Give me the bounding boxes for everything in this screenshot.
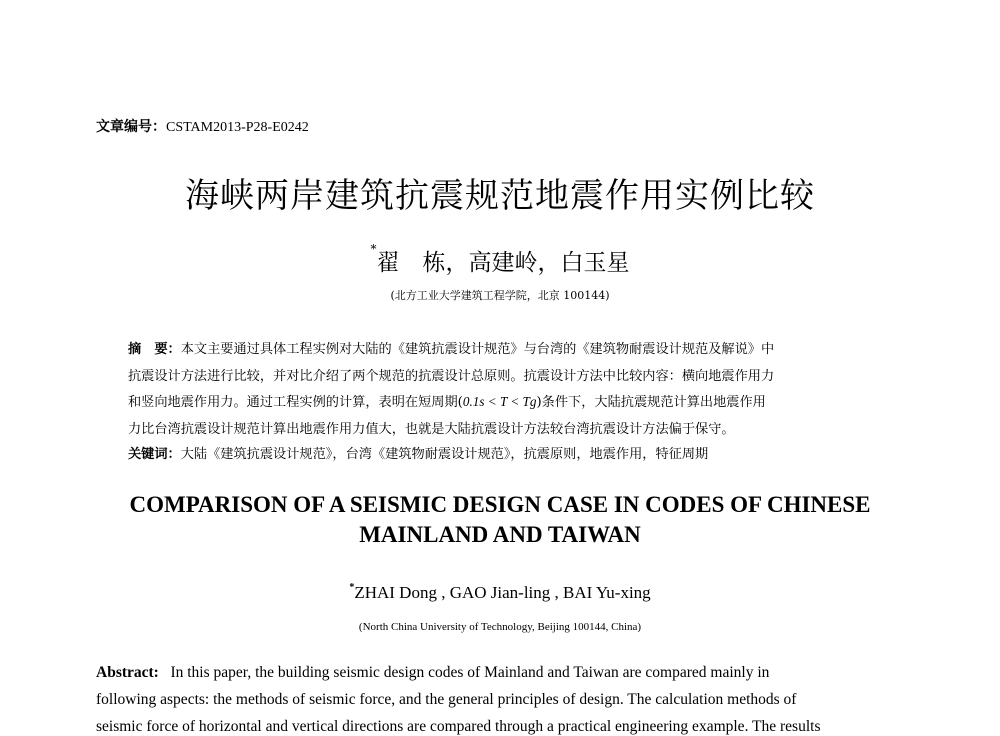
english-abstract-line: following aspects: the methods of seismic force, and the general principles of design. The calculation methods of xyxy=(96,691,797,708)
english-abstract-label: Abstract: xyxy=(96,664,159,681)
chinese-abstract-line xyxy=(128,391,766,410)
chinese-author-names: 翟 栋，高建岭，白玉星 xyxy=(376,250,630,276)
english-abstract-line xyxy=(96,664,908,682)
english-title-line: COMPARISON OF A SEISMIC DESIGN CASE IN CODES OF CHINESE xyxy=(129,492,871,517)
article-number-value: CSTAM2013-P28-E0242 xyxy=(166,120,309,135)
chinese-affiliation: (北方工业大学建筑工程学院，北京 100144) xyxy=(390,289,610,302)
chinese-abstract-text: 和竖向地震作用力。通过工程实例的计算，表明在短周期( xyxy=(128,395,463,410)
english-title xyxy=(0,490,1000,550)
article-number xyxy=(96,116,309,136)
chinese-abstract-label: 摘 要： xyxy=(128,342,181,357)
chinese-authors xyxy=(0,244,1000,277)
chinese-keywords-text: 大陆《建筑抗震设计规范》，台湾《建筑物耐震设计规范》，抗震原则，地震作用，特征周期 xyxy=(180,447,709,462)
chinese-corresponding-mark: * xyxy=(370,242,377,256)
chinese-abstract-line xyxy=(128,338,774,357)
english-authors xyxy=(0,583,1000,603)
chinese-abstract-text: 本文主要通过具体工程实例对大陆的《建筑抗震设计规范》与台湾的《建筑物耐震设计规范及解说》中 xyxy=(180,342,775,357)
english-title-line: MAINLAND AND TAIWAN xyxy=(359,522,641,547)
english-author-names: ZHAI Dong , GAO Jian-ling , BAI Yu-xing xyxy=(354,583,651,602)
chinese-keywords-label: 关键词： xyxy=(128,447,181,462)
article-number-label: 文章编号： xyxy=(96,119,166,135)
period-condition: 0.1s < T < Tg xyxy=(462,394,537,409)
english-abstract-line: seismic force of horizontal and vertical directions are compared through a practical engineering example. The results xyxy=(96,718,821,735)
english-affiliation: (North China University of Technology, Beijing 100144, China) xyxy=(358,621,642,633)
chinese-keywords xyxy=(128,443,708,462)
chinese-abstract-text: )条件下，大陆抗震规范计算出地震作用 xyxy=(536,395,766,410)
english-corresponding-mark: * xyxy=(349,582,355,593)
english-abstract-text: In this paper, the building seismic design codes of Mainland and Taiwan are compared mainly in xyxy=(170,664,770,681)
chinese-abstract-line: 力比台湾抗震设计规范计算出地震作用力值大，也就是大陆抗震设计方法较台湾抗震设计方法偏于保守。 xyxy=(128,422,735,437)
chinese-title: 海峡两岸建筑抗震规范地震作用实例比较 xyxy=(185,176,815,216)
chinese-abstract-line: 抗震设计方法进行比较，并对比介绍了两个规范的抗震设计总原则。抗震设计方法中比较内容：横向地震作用力 xyxy=(128,369,775,384)
